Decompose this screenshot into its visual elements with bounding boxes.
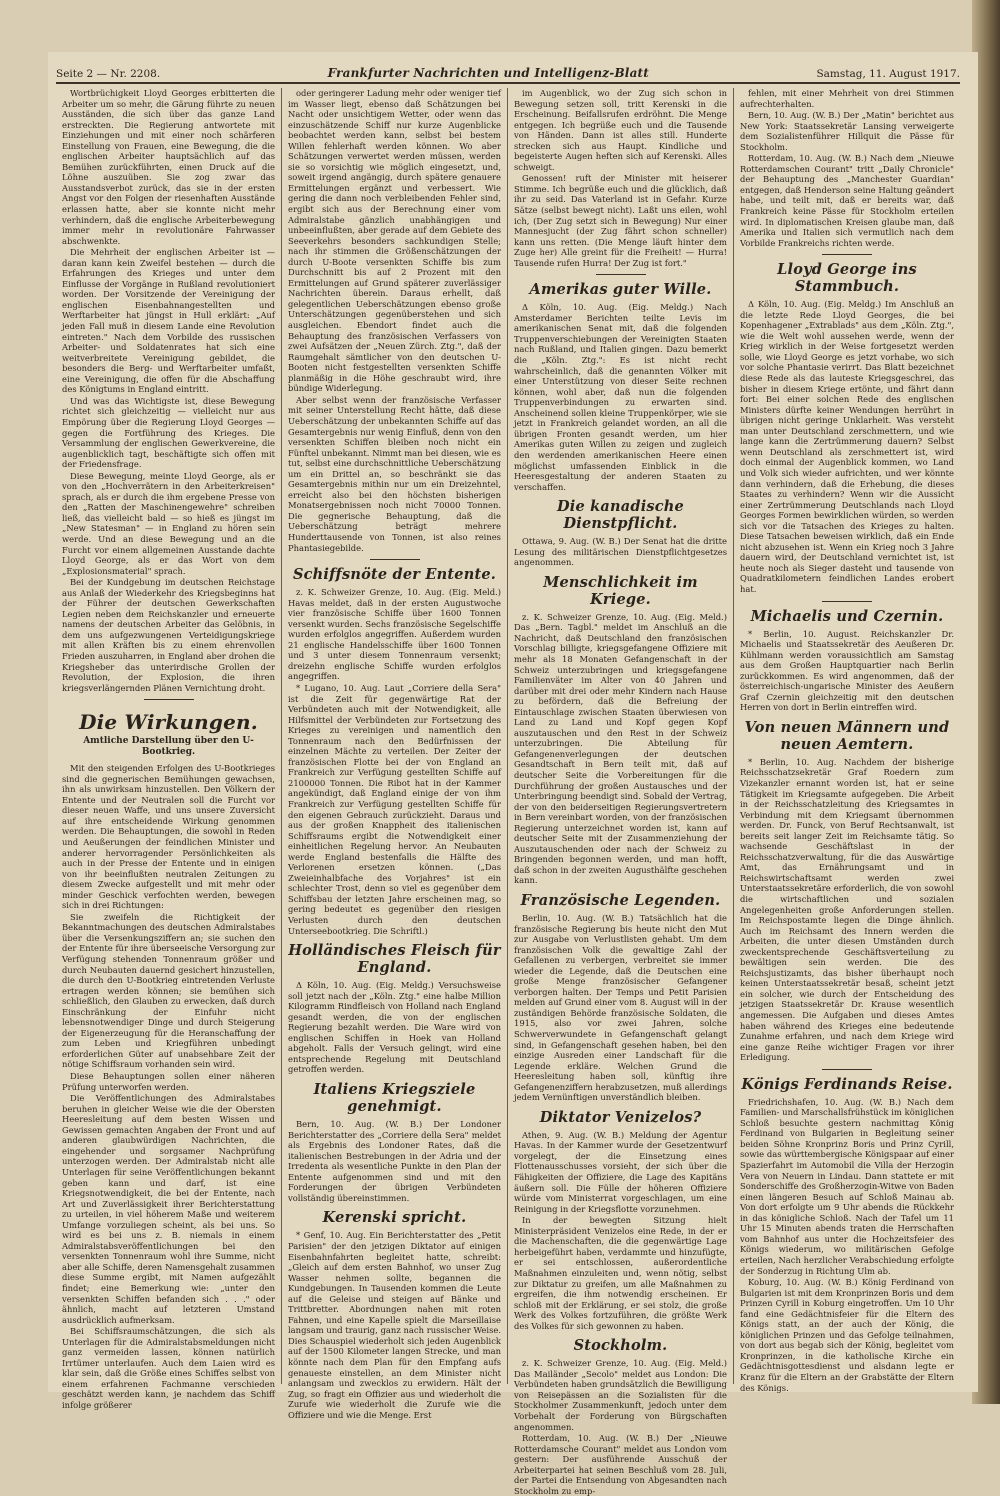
headline-stockholm: Stockholm. xyxy=(573,1337,668,1355)
paragraph: * Berlin, 10. August. Reichskanzler Dr. Michaelis und Staatssekretär des Aeußeren Dr. Kühlmann werden voraussichtlich am Samstag aus dem Großen Hauptquartier nach Berlin zurückkommen. Es wird angenommen, daß der österreichisch-ungarische Minister des Aeußern Graf Czernin gleichzeitig mit den deutschen Herren von dort in Berlin eintreffen wird. xyxy=(740,628,954,713)
headline-menschlichkeit: Menschlichkeit im Kriege. xyxy=(543,573,698,608)
subheadline: Amtliche Darstellung über den U-Bootkrieg. xyxy=(83,736,254,758)
paragraph: Bei der Kundgebung im deutschen Reichstage aus Anlaß der Wiederkehr des Kriegsbeginns hat der Führer der deutschen Gewerkschaften Legien neben dem Reichskanzler und erneuerte namens der deutschen Arbeiter das Gelöbnis, in dem uns aufgezwungenen Verteidigungskriege mit allen Kräften bis zu einem ehrenvollen Frieden auszuharren, in England aber drohen die Kriegsheber das unterirdische Grollen der Revolution, der Explosion, die ihren kriegsverlängernden Plänen Vernichtung droht. xyxy=(62,577,275,693)
paragraph: * Lugano, 10. Aug. Laut „Corriere della Sera" ist die Zeit für gegenwärtige Rat der Verbündeten auch mit der Notwendigkeit, alle Hilfsmittel der Verbündeten zur Fortsetzung des Krieges zu vereinigen und namentlich den Tonnenraum nach den Bedürfnissen der einzelnen Mächte zu verteilen. Der Zeiter der französischen Flotte bei der von England an Frankreich zur Verfügung gestellten Schiffe auf 2100000 Tonnen. Die Ribot hat in der Kammer angekündigt, daß England einige der von ihm Frankreich zur Verfügung gestellten Schiffe für den eigenen Gebrauch zurückzieht. Daraus und aus der großen Knappheit des italienischen Schiffsraums ergibt die Notwendigkeit einer einheitlichen Regelung hervor. An Neubauten werde England bestenfalls die Hälfte des Verlorenen ersetzen können. („Das Zweieinhalbfache des Vorjahres" ist ein schlechter Trost, denn so viel es gegenüber dem Schiffsbau der letzten Jahre erscheinen mag, so gering bedeutet es gegenüber den riesigen Verlusten durch den deutschen Unterseebootkrieg. Die Schriftl.) xyxy=(288,682,501,936)
paragraph: Friedrichshafen, 10. Aug. (W. B.) Nach dem Familien- und Marschallsfrühstück im königlichen Schloß besuchte gestern nachmittag König Ferdinand von Bulgarien in Begleitung seiner beiden Söhne Kronprinz Boris und Prinz Cyrill, sowie das württembergische Königspaar auf einer Spazierfahrt im Automobil die Villa der Herzogin Vera von Neuern in Lindau. Dann stattete er mit Sonderschiffe des Großherzogin-Witwe von Baden einen längeren Besuch auf Schloß Mainau ab. Von dort erfolgte um 9 Uhr abends die Rückkehr in das königliche Schloß. Nach der Tafel um 11 Uhr 15 Minuten abends traten die Herrschaften vom Bahnhof aus unter die Hochzeitsfeier des Königs wiederum, wo militärischen Gefolge erteilen, Nach herzlicher Verabschiedung erfolgte der Sonderzug in Richtung Ulm ab. xyxy=(740,1096,954,1276)
paragraph: Bei Schiffsraumschätzungen, die sich als Unterlagen für die Admiralstabsmeldungen nicht ganz vermeiden lassen, können natürlich Irrtümer unterlaufen. Auch dem Laien wird es klar sein, daß die Größe eines Schiffes selbst von einem erfahrenen Fachmanne verschieden geschätzt werden kann, je nachdem das Schiff infolge größerer xyxy=(62,1326,275,1410)
paragraph: * Genf, 10. Aug. Ein Berichterstatter des „Petit Parisien" der den jetzigen Diktator auf einigen Eisenbahnfahrten begleitet hatte, schreibt: „Gleich auf dem ersten Bahnhof, wo unser Zug Wasser nehmen sollte, begannen die Kundgebungen. In Tausenden kommen die Leute auf die Geleise und steigen auf Bänke und Trittbretter. Abordnungen nahen mit roten Fahnen, und eine Kapelle spielt die Marseillaise langsam und traurig, ganz nach russischer Weise. Dies Schauspiel wiederholt sich jeden Augenblick auf der 1500 Kilometer langen Strecke, und man könnte nach dem Plan für den Empfang aufs genaueste einstellen, an dem Minister nicht anlangsam und zwecklos zu erwidern. Hält der Zug, so fragt ein Offizier aus und wiederholt die Zurufe wie wiederholt die Zurufe wie die Offiziere und wie die Menge. Erst xyxy=(288,1230,501,1420)
header-title: Frankfurter Nachrichten und Intelligenz-Blatt xyxy=(327,66,650,80)
divider xyxy=(822,1069,872,1070)
paragraph: Mit den steigenden Erfolgen des U-Bootkrieges sind die gegnerischen Bemühungen gewachsen, ihn als unwirksam hinzustellen. Den Völkern der Entente und der Neutralen soll die Furcht vor dieser neuen Waffe, und uns unsere Zuversicht auf ihre entscheidende Wirkung genommen werden. Die Behauptungen, die sowohl in Reden und Aeußerungen der feindlichen Minister und anderer hervorragender Persönlichkeiten als auch in der Presse der Entente und in einigen von ihr beeinflußten neutralen Zeitungen zu diesem Zwecke aufgestellt und mit mehr oder minder Geschick verfochten werden, bewegen sich in drei Richtungen: xyxy=(62,763,275,911)
paragraph: Ottawa, 9. Aug. (W. B.) Der Senat hat die dritte Lesung des militärischen Dienstpflichtgesetzes angenommen. xyxy=(514,536,727,568)
column-1 xyxy=(56,88,282,1410)
divider xyxy=(822,601,872,602)
newspaper-page xyxy=(48,52,978,1496)
paragraph: Wortbrüchigkeit Lloyd Georges erbitterten die Arbeiter um so mehr, die Gärung führte zu neuen Ausständen, die sich über das ganze Land erstreckten. Die Regierung antwortete mit Einziehungen und mit einer noch schärferen Einstellung von Frauen, eine Bewegung, die die englischen Arbeiter hauptsächlich auf das Bemühen zurückführten, einen Druck auf die Löhne auszuüben. Sie zog zwar das Ausstandsverbot zurück, das sie in der ersten Angst vor den Folgen der riesenhaften Ausstände erlassen hatte, aber sie konnte nicht mehr verhindern, daß die englische Arbeiterbewegung immer mehr in revolutionäre Fahrwasser abschwenkte. xyxy=(62,88,275,246)
paragraph: z. K. Schweizer Grenze, 10. Aug. (Eig. Meld.) Das „Bern. Tagbl." meldet im Anschluß an die Nachricht, daß Deutschland den französischen Vorschlag billigte, kriegsgefangene Offiziere mit mehr als 18 Monaten Gefangenschaft in der Schweiz unterzubringen und kriegsgefangene Familienväter im Alter von 40 Jahren und darüber mit drei oder mehr Kindern nach Hause zu befördern, daß die Befreiung der Eintauschlage zwischen Staaten überwiesen von Land zu Land und Kopf gegen Kopf auszutauschen und den Rest in der Schweiz unterzubringen. Die Abteilung für Gefangenenverlegungen der deutschen Gesandtschaft in Bern teilt mit, daß auf deutscher Seite die Vorbereitungen für die Durchführung der großen Austausches und der Unterbringung beendigt sind. Sobald der Vertrag, der von den beiderseitigen Regierungsvertretern in Bern vereinbart worden, von der französischen Regierung unterzeichnet worden ist, kann auf deutscher Seite mit der Zusammenziehung der Auszutauschenden oder nach der Schweiz zu Bringenden begonnen werden, und man hofft, daß schon in der zweiten Augusthälfte geschehen kann. xyxy=(514,611,727,886)
headline-wirkungen: Die Wirkungen. xyxy=(79,710,258,735)
paragraph: Aber selbst wenn der französische Verfasser mit seiner Unterstellung Recht hätte, daß diese Ueberschätzung der unbekannten Schiffe auf das Gesamtergebnis nur wenig Einfluß, denn von den versenkten Schiffen bleiben noch nicht ein Fünftel unbekannt. Nimmt man bei diesen, wie es tut, selbst eine durchschnittliche Ueberschätzung um ein Drittel an, so beschränkt sie das Gesamtergebnis mithin nur um ein Dreizehntel, erreicht also bei den höchsten bisherigen Monatsergebnissen noch nicht 70000 Tonnen. Die gegnerische Behauptung, daß die Ueberschätzung beträgt mehrere Hunderttausende von Tonnen, ist also reines Phantasiegebilde. xyxy=(288,394,501,553)
paragraph: fehlen, mit einer Mehrheit von drei Stimmen aufrechterhalten. xyxy=(740,88,954,109)
headline-venizelos: Diktator Venizelos? xyxy=(539,1108,702,1126)
headline-fleisch: Holländisches Fleisch für England. xyxy=(288,942,501,977)
paragraph: Berlin, 10. Aug. (W. B.) Tatsächlich hat die französische Regierung bis heute nicht den Mut zur Ausgabe von Verlustlisten gehabt. Um dem französischen Volk die gewaltige Zahl der Gefallenen zu verbergen, verbreitet sie immer wieder die Legende, daß die Deutschen eine große Menge französischer Gefangener verborgen halten. Der Temps und Petit Parisien melden auf Grund einer vom 8. August will in der zuständigen Behörde französische Soldaten, die 1915, also vor zwei Jahren, solche Schwerverwundete in Gefangenschaft gelangt sind, in Gefangenschaft gesehen haben, bei den einzige Ausreden einer Landschaft für die Legende erkläre. Welchen Grund die Heeresleitung haben soll, künftig ihre Gefangenenziffern herabzusetzen, muß allerdings jedem Vernünftigen unverständlich bleiben. xyxy=(514,913,727,1103)
headline-ferdinand: Königs Ferdinands Reise. xyxy=(741,1075,953,1093)
page-header xyxy=(56,58,960,84)
paragraph: Die Veröffentlichungen des Admiralstabes beruhen in gleicher Weise wie die der Obersten Heeresleitung auf dem besten Wissen und Gewissen gemachten Angaben der Front und auf anderen glaubwürdigen Nachrichten, die eingehender und sorgsamer Nachprüfung unterzogen werden. Der Admiralstab nicht alle Unterlagen für seine Veröffentlichungen bekannt geben kann und darf, ist eine Kriegsnotwendigkeit, die bei der Entente, nach Art und Zuverlässigkeit ihrer Berichterstattung zu urteilen, in viel höherem Maße und weiterem Umfange vorzuliegen scheint, als bei uns. So wird es bei uns z. B. niemals in einem Admiralstabsveröffentlichungen bei den versenkten Tonnenraum wohl ihre Summe, nicht aber alle Schiffe, deren Namensgehalt zusammen diese Summe ergibt, mit Namen aufgezählt findet; eine Bemerkung wie: „unter den versenkten Schiffen befanden sich . . ." oder ähnlich, macht auf letzteren Umstand ausdrücklich aufmerksam. xyxy=(62,1093,275,1325)
columns xyxy=(56,88,960,1496)
paragraph: Δ Köln, 10. Aug. (Eig. Meldg.) Versuchsweise soll jetzt nach der „Köln. Ztg." eine halbe Million Kilogramm Rindfleisch von Holland nach England gesandt werden, die von der englischen Regierung bezahlt werden. Die Ware wird von englischen Schiffen in Hoek van Holland abgeholt. Falls der Versuch gelingt, wird eine entsprechende Regelung mit Deutschland getroffen werden. xyxy=(288,980,501,1075)
paragraph: Sie zweifeln die Richtigkeit der Bekanntmachungen des deutschen Admiralstabes über die Versenkungsziffern an; sie suchen den der Entente für ihre überseeische Versorgung zur Verfügung stehenden Tonnenraum größer und durch Neubauten dauernd gesichert hinzustellen, die durch den U-Bootkrieg eintretenden Verluste ertragen werden können; sie bemühen sich schließlich, den Glauben zu erwecken, daß durch Einschränkung der Einfuhr nicht lebensnotwendiger Dinge und durch Steigerung der Eigenerzeugung für die Heranschaffung der zum Leben und Kriegführen unbedingt erforderlichen Güter auf unabsehbare Zeit der nötige Schiffsraum vorhanden sein wird. xyxy=(62,911,275,1070)
paragraph: oder geringerer Ladung mehr oder weniger tief im Wasser liegt, ebenso daß Schätzungen bei Nacht oder unsichtigem Wetter, oder wenn das einzuschätzende Schiff nur kurze Augenblicke beobachtet werden kann, selbst bei bestem Willen fehlerhaft werden können. Wo aber Schätzungen verwertet werden müssen, werden sie so vorsichtig wie möglich eingesetzt, und, soweit irgend angängig, durch spätere genauere Ermittelungen ergänzt und verbessert. Wie gering die dann noch verbleibenden Fehler sind, ergibt sich aus der Berechnung einer vom Admiralstabe gänzlich unabhängigen und unbeeinflußten, aber gerade auf dem Gebiete des Seeverkehrs besonders sachkundigen Stelle; nach ihr stimmen die Größenschätzungen der durch U-Boote versenkten Schiffe bis zum Durchschnitt bis auf 2 Prozent mit den Ermittelungen auf Grund späterer zuverlässiger Nachrichten überein. Daraus erhellt, daß gelegentlichen Ueberschätzungen ebenso große Unterschätzungen gegenüberstehen und sich ausgleichen. Ebendort findet auch die Behauptung des französischen Verfassers von zwei Aufsätzen der „Neuen Zürch. Ztg.", daß der Raumgehalt sämtlicher von den deutschen U-Booten nicht festgestellten versenkten Schiffe planmäßig in die Höhe geschraubt wird, ihre bündige Widerlegung. xyxy=(288,88,501,394)
paragraph: Genossen! ruft der Minister mit heiserer Stimme. Ich begrüße euch und die glücklich, daß ihr zu seid. Das Vaterland ist in Gefahr. Kurze Sätze (selbst bewegt nicht). Laßt uns eilen, wohl ich, (Der Zug setzt sich in Bewegung) Nur einer Mannesjucht (der Zug fährt schon schneller) kann uns retten. (Die Menge läuft hinter dem Zuge her) Alle greint für die Freiheit! — Hurra! Tausende rufen Hurra! Der Zug ist fort." xyxy=(514,173,727,268)
column-4 xyxy=(734,88,960,1393)
column-2 xyxy=(282,88,508,1420)
divider xyxy=(144,699,194,700)
paragraph: z. K. Schweizer Grenze, 10. Aug. (Eig. Meld.) Havas meldet, daß in der ersten Augustwoche vier französische Schiffe über 1600 Tonnen versenkt wurden. Sechs französische Segelschiffe wurden erfolglos angegriffen. Außerdem wurden 21 englische Handelsschiffe über 1600 Tonnen und 3 unter diesem Tonnenraum versenkt; dreizehn englische Schiffe wurden erfolglos angegriffen. xyxy=(288,587,501,682)
divider xyxy=(370,559,420,560)
paragraph: Δ Köln, 10. Aug. (Eig. Meldg.) Nach Amsterdamer Berichten teilte Levis im amerikanischen Senat mit, daß die folgenden Truppenverschiebungen der Vereinigten Staaten nach Rußland, und Italien gingen. Dazu bemerkt die „Köln. Ztg.": Es ist nicht recht wahrscheinlich, daß die genannten Völker mit einer Unterstützung von dieser Seite rechnen können, wohl aber, daß nun die folgenden Truppenverbindungen zu erwarten sind. Anscheinend sollen kleine Truppenkörper, wie sie jetzt in Frankreich gelandet worden, an all die übrigen Fronten gesandt werden, um hier Amerikas guten Willen zu zeigen und zugleich den werdenden amerikanischen Heere einen möglichst umfassenden Einblick in die Heeresgestaltung der anderen Staaten zu verschaffen. xyxy=(514,302,727,492)
paragraph: Diese Behauptungen sollen einer näheren Prüfung unterworfen werden. xyxy=(62,1071,275,1092)
paragraph: Bern, 10. Aug. (W. B.) Der Londoner Berichterstatter des „Corriere della Sera" meldet als Ergebnis des Londoner Rates, daß die italienischen Bestrebungen in der Adria und der Irredenta als wesentliche Punkte in den Plan der Entente aufgenommen sind und mit den Forderungen der übrigen Verbündeten vollständig übereinstimmen. xyxy=(288,1119,501,1203)
headline-kerenski: Kerenski spricht. xyxy=(322,1209,467,1227)
paragraph: Diese Bewegung, meinte Lloyd George, als er von den „Hochverrätern in den Arbeiterkreisen" sprach, als er durch die ihm ergebene Presse von den „Ratten der Maschinengewehre" schreiben ließ, das vielleicht bald — so hieß es jüngst im „New Statesman" — in England zu hören sein werde. Und an diese Bewegung und an die Furcht vor einem allgemeinen Ausstande dachte Lloyd George, als er das Wort von dem „Explosionsmaterial" sprach. xyxy=(62,470,275,576)
paragraph: In der bewegten Sitzung hielt Ministerpräsident Venizelos eine Rede, in der er die Machenschaften, die die gegenwärtige Lage herbeigeführt haben, verdammte und hinzufügte, er sei entschlossen, außerordentliche Maßnahmen einzuleiten und, wenn nötig, selbst zur Diktatur zu greifen, um alle Maßnahmen zu ergreifen, die ihm notwendig erscheinen. Er schloß mit der Erklärung, er sei stolz, die große Werk des Volkes fortzuführen, die größte Werk des Volkes für sich gewonnen zu haben. xyxy=(514,1215,727,1331)
paragraph: Und was das Wichtigste ist, diese Bewegung richtet sich gleichzeitig — vielleicht nur aus Empörung über die Regierung Lloyd Georges — gegen die Fortführung des Krieges. Die Versammlung der englischen Gewerkvereine, die augenblicklich tagt, beschäftigte sich offen mit der Friedensfrage. xyxy=(62,395,275,470)
headline-legenden: Französische Legenden. xyxy=(520,892,721,909)
column-3 xyxy=(508,88,734,1496)
paragraph: * Berlin, 10. Aug. Nachdem der bisherige Reichsschatzsekretär Graf Roedern zum Vizekanzler ernannt worden ist, hat er seine Tätigkeit im Kriegsamte aufgegeben. Die Arbeit in der Reichsschatzleitung des Kriegsamtes in Verbindung mit dem Kriegsamt übernommen werden. Dr. Funck, von Beruf Rechtsanwalt, ist bereits seit langer Zeit im Reichsamte tätig. So wachsende Geschäftslast in der Reichsschatzverwaltung, für die das Auswärtige Amt, das Ernährungsamt und in Reichswirtschaftsamt werden zwei Unterstaatssekretäre erforderlich, die von sowohl die wirtschaftlichen und sozialen Angelegenheiten große Anforderungen stellen. Im Reichspostamte liegen die Dinge ähnlich. Auch im Reichsamt des Innern werden die Arbeiten, die unter diesen Umständen durch zweckentsprechende Geschäftsverteilung zu bewältigen sein werden. Die des Reichsjustizamts, das bisher überhaupt noch keinen Unterstaatssekretär besaß, scheint jetzt ein solcher, wie durch der Entscheidung des jetzigen Staatssekretär Dr. Krause wesentlich angemessen. Die Aufgaben und dieses Amtes haben während des Krieges eine bedeutende Zunahme erfahren, und nach dem Kriege wird eine ganze Reihe wichtiger Fragen vor ihrer Erledigung. xyxy=(740,756,954,1063)
paragraph: Die Mehrheit der englischen Arbeiter ist — daran kann kein Zweifel bestehen — durch die Erfahrungen des Krieges und unter dem Einflusse der Vorgänge in Rußland revolutioniert worden. Der Vorsitzende der Vereinigung der englischen Eisenbahnangestellten und Werftarbeiter hat jüngst in Hull erklärt: „Auf jeden Fall muß in diesem Lande eine Revolution eintreten." Nach dem Vorbilde des russischen Arbeiter- und Soldatenrates hat sich eine weitverbreitete Vereinigung gebildet, die besonders die Berg- und Werftarbeiter umfaßt, eine Vereinigung, die offen für die Abschaffung des Königtums in England eintritt. xyxy=(62,247,275,395)
headline-lloyd-george: Lloyd George ins Stammbuch. xyxy=(777,261,917,296)
paragraph: Δ Köln, 10. Aug. (Eig. Meldg.) Im Anschluß an die letzte Rede Lloyd Georges, die bei Kopenhagener „Extrablads" aus dem „Köln. Ztg.", wie die Welt wohl aussehen werde, wenn der Krieg wirklich in der Weise fortgesetzt werden solle, wie Lloyd George es jetzt vorhabe, wo sich vor solche Phantasie verirrt. Das Blatt bezeichnet diese Rede als das lauteste Kriegsgeschrei, das bisher in diesem Kriege ertönte, und fährt dann fort: Bei einer solchen Rede des englischen Ministers dürfte keiner Wendungen herrührt in übrigen nicht geringe Unklarheit. Was versteht man unter Deutschland zerschmettern, und wie lange kann die Zertrümmerung dauern? Selbst wenn Deutschland als zerschmettert ist, wird doch einmal der Augenblick kommen, wo Land und Volk sich wieder aufrichten, und wer könnte dann verhindern, daß die Erhebung, die dieses Staates zu verhindern? Wenn wir die Aussicht einer Zertrümmerung Deutschlands nach Lloyd Georges Formen bewirklichen würden, so werden sich vor die Tatsachen des Krieges zu halten. Diese Tatsachen beweisen wirklich, daß ein Ende nicht abzusehen ist. Wenn ein Krieg noch 3 Jahre dauern wird, der Deutschland vernichtet ist, ist heute noch als Sieger dasteht und tausende von Quadratkilometern feindlichen Landes erobert hat. xyxy=(740,299,954,594)
paragraph: im Augenblick, wo der Zug sich schon in Bewegung setzen soll, tritt Kerenski in die Erscheinung. Beifallsrufen erdröhnt. Die Menge entgegen. Ich begrüße euch und die Tausende von Händen. Dann ist alles still. Hunderte strecken sich aus Haupt. Kindliche und begeisterte Augen heften sich auf Kerenski. Alles schweigt. xyxy=(514,88,727,172)
headline-amerikas: Amerikas guter Wille. xyxy=(529,281,712,299)
divider xyxy=(596,274,646,275)
paragraph: Bern, 10. Aug. (W. B.) Der „Matin" berichtet aus New York: Staatssekretär Lansing verweigerte dem Sozialistenführer Hillquit die Pässe für Stockholm. xyxy=(740,110,954,152)
paragraph: Athen, 9. Aug. (W. B.) Meldung der Agentur Havas. In der Kammer wurde der Gesetzentwurf vorgelegt, der die Einsetzung eines Flottenausschusses vorsieht, der sich über die Fähigkeiten der Offiziere, die Lage des Kapitäns äußern soll. Die Fülle der höheren Offiziere würde vom Ministerrat vorgeschlagen, um eine Reinigung in der Kriegsflotte vorzunehmen. xyxy=(514,1129,727,1214)
headline-italiens: Italiens Kriegsziele genehmigt. xyxy=(313,1081,476,1116)
paragraph: Koburg, 10. Aug. (W. B.) König Ferdinand von Bulgarien ist mit dem Kronprinzen Boris und dem Prinzen Cyrill in Koburg eingetroffen. Um 10 Uhr fand eine Gedächtnisfeier für die Eltern des Königs statt, an der auch der König, die königlichen Prinzen und das Gefolge teilnahmen, von dort aus begab sich der König, begleitet vom Kronprinzen, in die katholische Kirche ein Gedächtnisgottesdienst und alsdann legte er Kranz für die Eltern an der Grabstätte der Eltern des Königs. xyxy=(740,1277,954,1393)
paragraph: Rotterdam, 10. Aug. (W. B.) Nach dem „Nieuwe Rotterdamschen Courant" tritt „Daily Chronicle" der Behauptung des „Manchester Guardian" entgegen, daß Henderson seine Haltung geändert habe, und teilt mit, daß er bereits war, daß Frankreich keine Pässe für Stockholm erteilen wird. In diplomatischen Kreisen glaube man, daß Amerika und Italien sich vermutlich nach dem Vorbilde Frankreichs richten werde. xyxy=(740,153,954,248)
headline-kanadische: Die kanadische Dienstpflicht. xyxy=(557,498,684,533)
header-issue: Seite 2 — Nr. 2208. xyxy=(56,68,161,80)
headline-michaelis: Michaelis und Czernin. xyxy=(750,607,944,625)
paragraph: Rotterdam, 10. Aug. (W. B.) Der „Nieuwe Rotterdamsche Courant" meldet aus London vom gestern: Der ausführende Ausschuß der Arbeiterpartei hat seinen Beschluß vom 28. Juli, der Partei die Entsendung von Abgesandten nach Stockholm zu emp- xyxy=(514,1433,727,1496)
headline-schiffsnoete: Schiffsnöte der Entente. xyxy=(292,566,497,584)
divider xyxy=(822,254,872,255)
paragraph: z. K. Schweizer Grenze, 10. Aug. (Eig. Meld.) Das Mailänder „Secolo" meldet aus London: Die Verbündeten haben grundsätzlich die Bewilligung von Reisepässen an die Sozialisten für die Stockholmer Zusammenkunft, jedoch unter dem Vorbehalt der Forderung von Bürgschaften angenommen. xyxy=(514,1358,727,1432)
header-date: Samstag, 11. August 1917. xyxy=(816,68,960,80)
headline-neue-maenner: Von neuen Männern und neuen Aemtern. xyxy=(744,718,950,753)
